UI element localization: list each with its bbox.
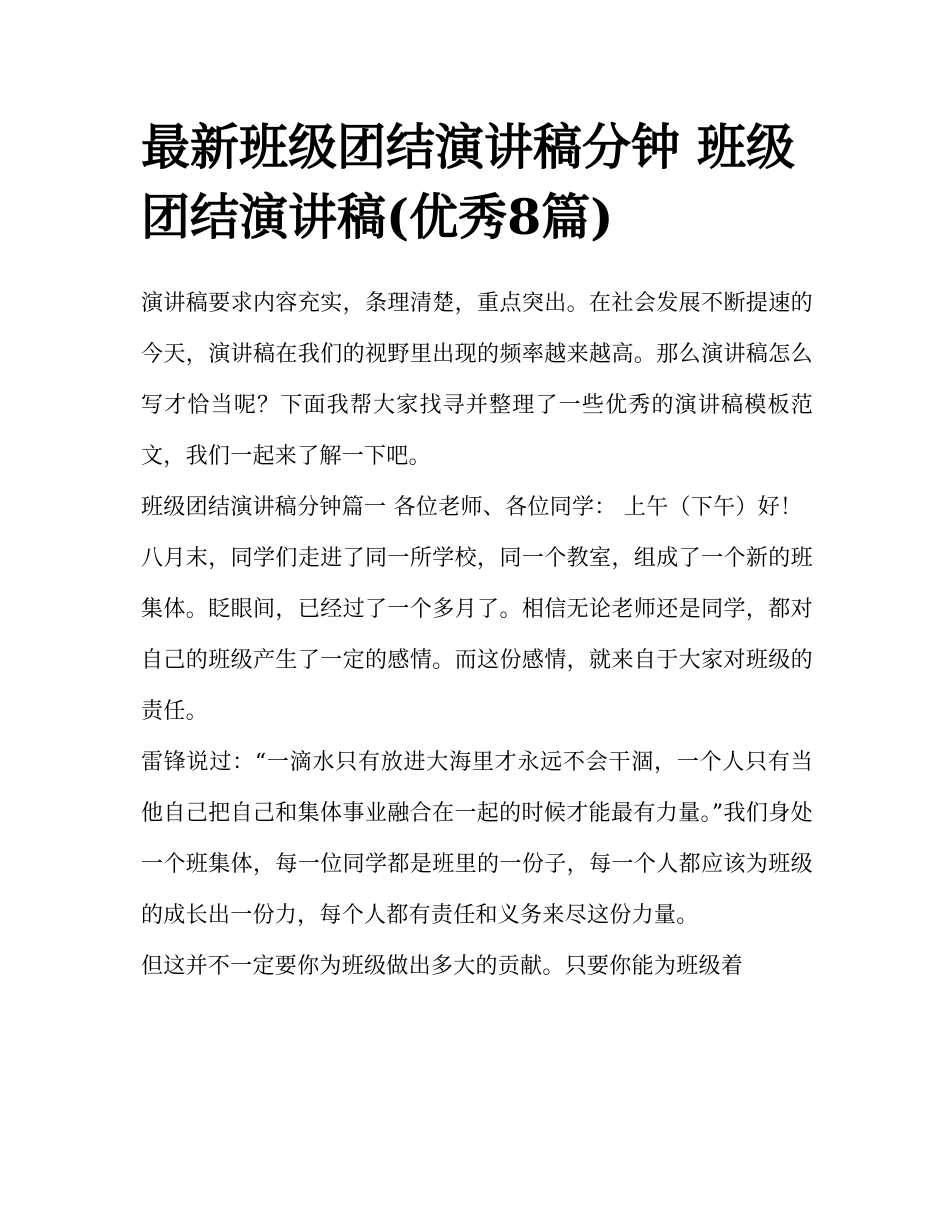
document-title: 最新班级团结演讲稿分钟 班级团结演讲稿(优秀8篇) [141, 118, 796, 246]
paragraph-intro: 演讲稿要求内容充实，条理清楚，重点突出。在社会发展不断提速的今天，演讲稿在我们的视野里出现的频率越来越高。那么演讲稿怎么写才恰当呢？下面我帮大家找寻并整理了一些优秀的演讲稿模板范文，我们一起来了解一下吧。 [141, 291, 813, 469]
paragraph-body-3: 但这并不一定要你为班级做出多大的贡献。只要你能为班级着 [141, 954, 744, 979]
paragraph-body-1: 八月末，同学们走进了同一所学校，同一个教室，组成了一个新的班集体。眨眼间，已经过了一个多月了。相信无论老师还是同学，都对自己的班级产生了一定的感情。而这份感情，就来自于大家对班级的责任。 [141, 546, 813, 724]
paragraph-greeting: 班级团结演讲稿分钟篇一 各位老师、各位同学： 上午（下午）好！ [141, 495, 803, 520]
document-page [141, 112, 813, 992]
paragraph-body-2: 雷锋说过：“一滴水只有放进大海里才永远不会干涸，一个人只有当他自己把自己和集体事业融合在一起的时候才能最有力量。”我们身处一个班集体，每一位同学都是班里的一份子，每一个人都应该为班级的成长出一份力，每个人都有责任和义务来尽这份力量。 [141, 750, 813, 928]
